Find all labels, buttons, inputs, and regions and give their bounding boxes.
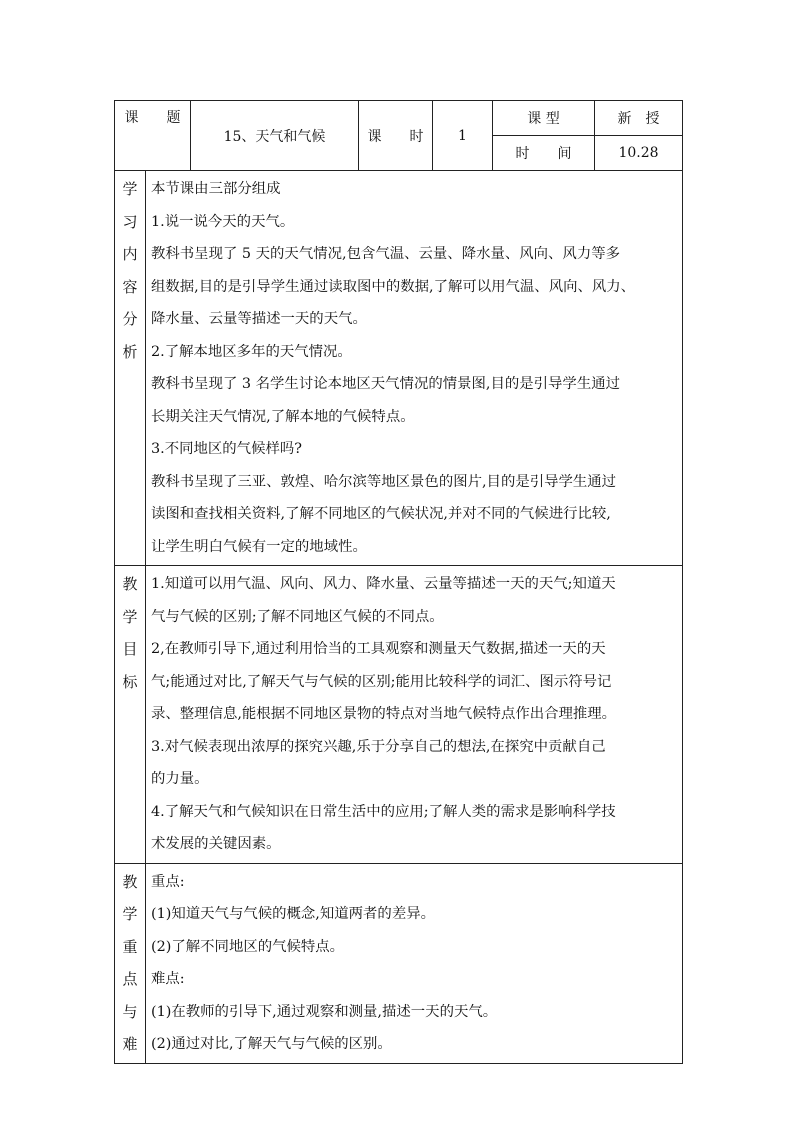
content-line: 2.了解本地区多年的天气情况。 — [151, 343, 352, 360]
time-label: 时 间 — [493, 136, 595, 171]
content-line: 1.知道可以用气温、风向、风力、降水量、云量等描述一天的天气;知道天 — [151, 576, 616, 592]
period-label: 课 时 — [359, 101, 433, 171]
content-line: 1.说一说今天的天气。 — [151, 213, 295, 230]
content-line: (1)知道天气与气候的概念,知道两者的差异。 — [151, 906, 435, 922]
period-value: 1 — [433, 101, 493, 171]
label-char: 学 — [122, 180, 138, 198]
type-label: 课 型 — [493, 101, 595, 136]
content-line: 降水量、云量等描述一天的天气。 — [151, 311, 367, 327]
label-char: 教 — [122, 575, 138, 593]
content-line: 3.对气候表现出浓厚的探究兴趣,乐于分享自己的想法,在探究中贡献自己 — [151, 738, 606, 755]
section-content-analysis — [146, 171, 683, 566]
content-line: 录、整理信息,能根据不同地区景物的特点对当地气候特点作出合理推理。 — [151, 706, 617, 722]
content-line: 教科书呈现了 3 名学生讨论本地区天气情况的情景图,目的是引导学生通过 — [151, 376, 620, 392]
label-char: 难 — [122, 1035, 138, 1053]
lesson-plan-table — [114, 100, 682, 1064]
type-value: 新 授 — [595, 101, 683, 136]
topic-value: 15、天气和气候 — [191, 101, 359, 171]
content-line: 教科书呈现了 5 天的天气情况,包含气温、云量、降水量、风向、风力等多 — [151, 246, 620, 262]
content-line: 2,在教师引导下,通过利用恰当的工具观察和测量天气数据,描述一天的天 — [151, 641, 606, 657]
content-line: 气;能通过对比,了解天气与气候的区别;能用比较科学的词汇、图示符号记 — [151, 673, 612, 690]
content-line: 重点: — [151, 873, 185, 890]
label-char: 析 — [122, 342, 138, 361]
label-char: 标 — [122, 672, 138, 691]
label-char: 内 — [122, 245, 138, 263]
label-char: 习 — [122, 212, 138, 231]
content-line: 读图和查找相关资料,了解不同地区的气候状况,并对不同的气候进行比较, — [151, 506, 611, 522]
content-line: (2)通过对比,了解天气与气候的区别。 — [151, 1036, 392, 1052]
label-char: 教 — [122, 872, 138, 891]
content-line: 难点: — [151, 971, 185, 987]
label-char: 学 — [122, 905, 138, 923]
content-line: (1)在教师的引导下,通过观察和测量,描述一天的天气。 — [151, 1003, 498, 1020]
content-line: 术发展的关键因素。 — [151, 836, 281, 852]
label-char: 重 — [122, 937, 138, 956]
section-content-objectives — [146, 566, 683, 864]
content-line: 4.了解天气和气候知识在日常生活中的应用;了解人类的需求是影响科学技 — [151, 803, 616, 820]
content-line: 3.不同地区的气候样吗? — [151, 441, 302, 457]
topic-label: 课 题 — [115, 101, 191, 171]
label-char: 分 — [122, 310, 138, 328]
content-line: 组数据,目的是引导学生通过读取图中的数据,了解可以用气温、风向、风力、 — [151, 278, 636, 295]
label-char: 学 — [122, 607, 138, 626]
content-line: 的力量。 — [151, 771, 209, 787]
section-content-key-points — [146, 863, 683, 1063]
content-line: 长期关注天气情况,了解本地的气候特点。 — [151, 408, 415, 425]
content-line: 气与气候的区别;了解不同地区气候的不同点。 — [151, 608, 444, 625]
label-char: 容 — [122, 277, 138, 296]
content-line: 教科书呈现了三亚、敦煌、哈尔滨等地区景色的图片,目的是引导学生通过 — [151, 473, 617, 490]
time-value: 10.28 — [595, 136, 683, 171]
label-char: 点 — [122, 970, 138, 988]
section-label-key-points — [115, 863, 146, 1063]
section-label-analysis — [115, 171, 146, 566]
content-line: 让学生明白气候有一定的地域性。 — [151, 538, 367, 555]
section-label-objectives — [115, 566, 146, 864]
label-char: 与 — [122, 1002, 138, 1021]
content-line: (2)了解不同地区的气候特点。 — [151, 938, 345, 955]
label-char: 目 — [122, 640, 138, 658]
content-line: 本节课由三部分组成 — [151, 181, 281, 197]
